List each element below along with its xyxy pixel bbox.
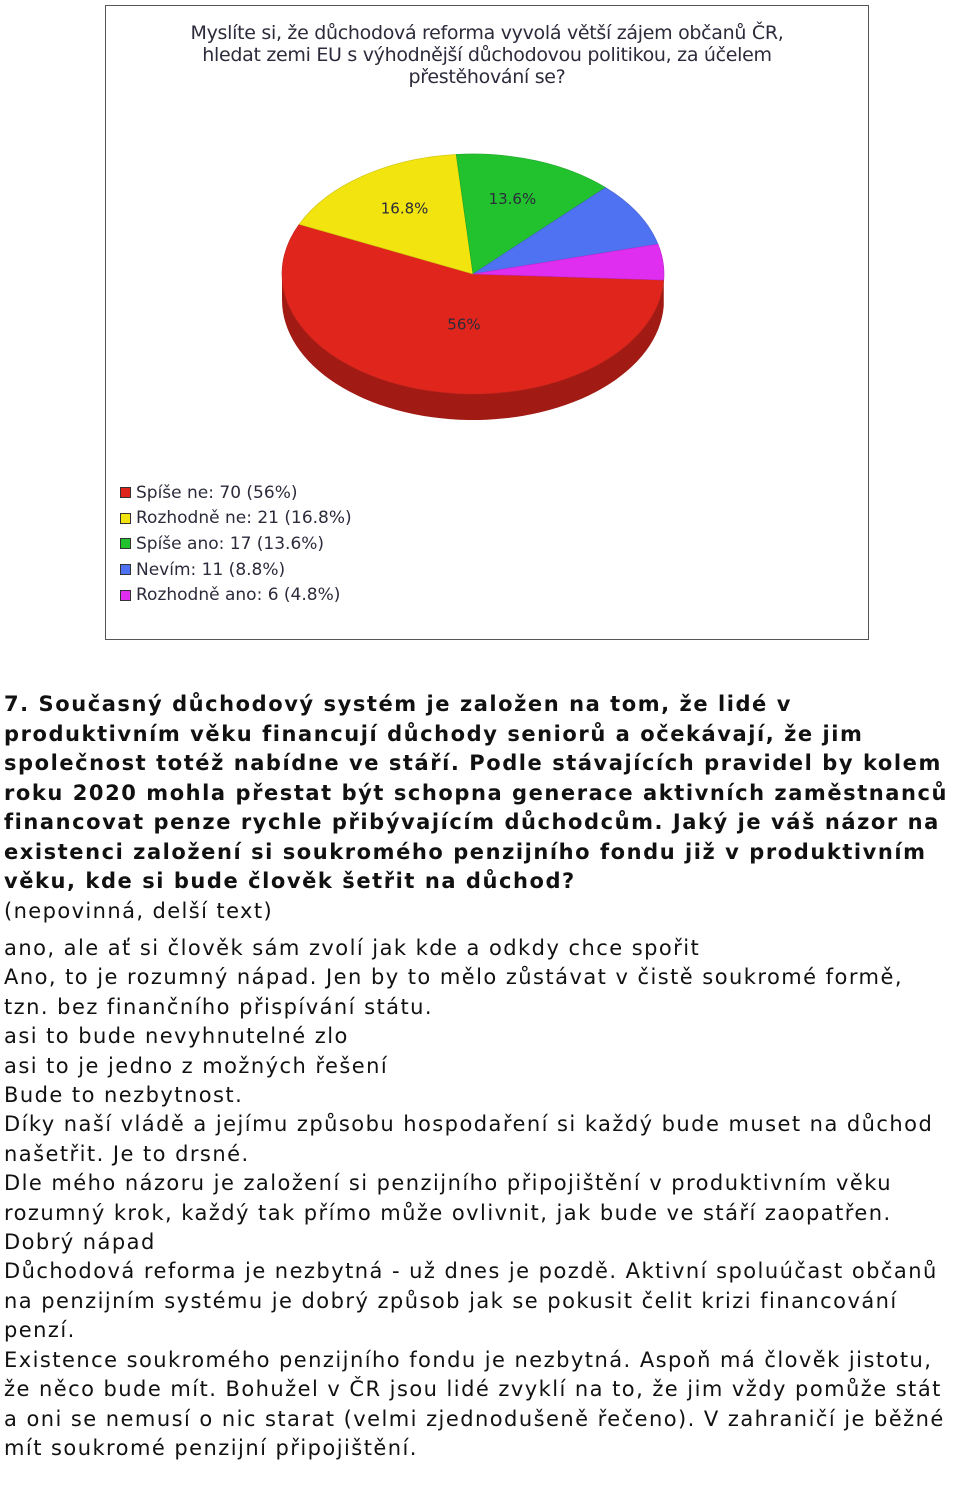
question-text: 7. Současný důchodový systém je založen na tom, že lidé v produktivním věku financují důchody seniorů a očekávají, že jim společnost totéž nabídne ve stáří. Podle stávajících pravidel by kolem roku 2020 mohla přestat být schopna generace aktivních zaměstnanců financovat penze rychle přibývajícím důchodcům. Jaký je váš názor na existenci založení si soukromého penzijního fondu již v produktivním věku, kde si bude člověk šetřit na důchod? [4, 692, 949, 893]
legend-label: Rozhodně ano: 6 (4.8%) [136, 585, 341, 606]
legend-swatch [120, 487, 131, 498]
legend-entry [120, 506, 352, 532]
answer-item: Dle mého názoru je založení si penzijního připojištění v produktivním věku rozumný krok, každý tak přímo může ovlivnit, jak bude ve stáří zaopatřen. [4, 1171, 892, 1225]
chart-title-line: Myslíte si, že důchodová reforma vyvolá větší zájem občanů ČR, [190, 22, 784, 44]
legend-swatch [120, 513, 131, 524]
legend-entry [120, 557, 352, 583]
answer-item: Důchodová reforma je nezbytná - už dnes je pozdě. Aktivní spoluúčast občanů na penzijním systému je dobrý způsob jak se pokusit čelit krizi financování penzí. [4, 1259, 938, 1343]
chart-legend [120, 480, 352, 608]
answer-item: ano, ale ať si člověk sám zvolí jak kde a odkdy chce spořit [4, 936, 701, 960]
chart-frame [105, 5, 869, 640]
question-note: (nepovinná, delší text) [4, 898, 274, 923]
legend-label: Spíše ano: 17 (13.6%) [136, 533, 325, 554]
answer-item: Dobrý nápad [4, 1230, 156, 1255]
answer-item: Ano, to je rozumný nápad. Jen by to mělo zůstávat v čistě soukromé formě, tzn. bez finančního přispívání státu. [4, 965, 903, 1019]
pie-value-label: 56% [447, 315, 481, 334]
legend-swatch [120, 590, 131, 601]
legend-swatch [120, 564, 131, 575]
answer-item: asi to je jedno z možných řešení [4, 1053, 389, 1078]
chart-title-line: přestěhování se? [408, 66, 566, 88]
legend-entry [120, 480, 352, 506]
legend-entry [120, 531, 352, 557]
answer-item: Existence soukromého penzijního fondu je nezbytná. Aspoň má člověk jistotu, že něco bude mít. Bohužel v ČR jsou lidé zvyklí na to, že jim vždy pomůže stát a oni se nemusí o nic starat (velmi zjednodušeně řečeno). V zahraničí je běžné mít soukromé penzijní připojištění. [4, 1347, 945, 1460]
legend-entry [120, 582, 352, 608]
pie-value-label: 16.8% [380, 199, 429, 218]
legend-swatch [120, 538, 131, 549]
answer-item: asi to bude nevyhnutelné zlo [4, 1024, 349, 1049]
legend-label: Rozhodně ne: 21 (16.8%) [136, 508, 352, 529]
answer-item: Bude to nezbytnost. [4, 1083, 244, 1108]
answers-list [4, 934, 956, 1463]
answer-item: Díky naší vládě a jejímu způsobu hospodaření si každý bude muset na důchod našetřit. Je to drsné. [4, 1112, 934, 1166]
legend-label: Nevím: 11 (8.8%) [136, 559, 286, 580]
document-body [4, 690, 956, 1463]
pie-value-label: 13.6% [488, 189, 537, 208]
pie-chart [106, 6, 868, 476]
legend-label: Spíše ne: 70 (56%) [136, 482, 298, 503]
chart-title-line: hledat zemi EU s výhodnější důchodovou politikou, za účelem [202, 44, 772, 66]
